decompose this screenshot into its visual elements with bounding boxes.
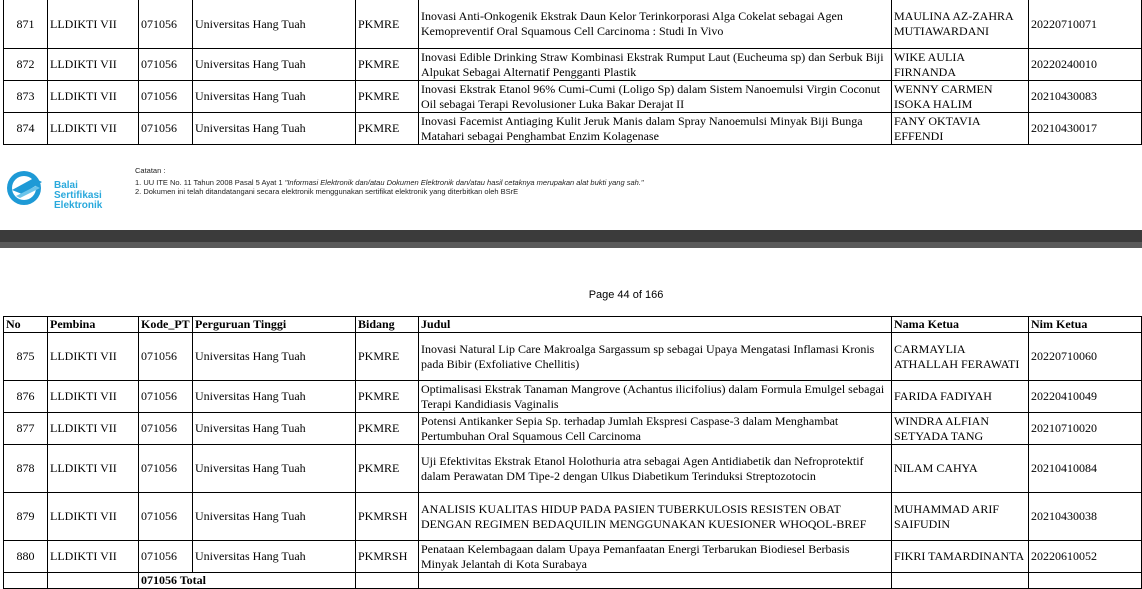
cell-judul: Potensi Antikanker Sepia Sp. terhadap Jumlah Ekspresi Caspase-3 dalam Menghambat Pertumbuhan Oral Squamous Cell Carcinoma [419, 413, 892, 445]
cell-kode-pt: 071056 [139, 333, 193, 381]
cell-no: 876 [4, 381, 48, 413]
footer-notes [135, 166, 644, 197]
cell-perguruan-tinggi: Universitas Hang Tuah [193, 0, 356, 49]
cell-judul: Inovasi Facemist Antiaging Kulit Jeruk Manis dalam Spray Nanoemulsi Minyak Biji Bunga Matahari sebagai Penghambat Enzim Kolagenase [419, 113, 892, 145]
cell-nama-ketua: NILAM CAHYA [892, 445, 1029, 493]
cell-no: 879 [4, 493, 48, 541]
cell-no: 872 [4, 49, 48, 81]
cell-nim-ketua: 20220610052 [1029, 541, 1142, 573]
cell-nama-ketua: WENNY CARMEN ISOKA HALIM [892, 81, 1029, 113]
cell-bidang: PKMRE [356, 413, 419, 445]
header-bidang: Bidang [356, 317, 419, 333]
cell-bidang: PKMRE [356, 49, 419, 81]
table-body-bottom [4, 333, 1142, 589]
cell-perguruan-tinggi: Universitas Hang Tuah [193, 445, 356, 493]
cell-kode-pt: 071056 [139, 49, 193, 81]
cell-no: 878 [4, 445, 48, 493]
cell-no: 874 [4, 113, 48, 145]
header-nim-ketua: Nim Ketua [1029, 317, 1142, 333]
bsre-logo-text: Balai Sertifikasi Elektronik [54, 180, 103, 211]
cell-bidang: PKMRE [356, 445, 419, 493]
table-row [4, 333, 1142, 381]
header-no: No [4, 317, 48, 333]
cell-pembina: LLDIKTI VII [48, 0, 139, 49]
cell-no: 880 [4, 541, 48, 573]
cell-nama-ketua: MAULINA AZ-ZAHRA MUTIAWARDANI [892, 0, 1029, 49]
cell-kode-pt: 071056 [139, 81, 193, 113]
table-row [4, 445, 1142, 493]
cell-perguruan-tinggi: Universitas Hang Tuah [193, 381, 356, 413]
bsre-logo [4, 168, 124, 211]
page-footer [0, 160, 1142, 216]
table-row [4, 81, 1142, 113]
header-perguruan-tinggi: Perguruan Tinggi [193, 317, 356, 333]
table-previous-page [3, 0, 1142, 145]
header-pembina: Pembina [48, 317, 139, 333]
cell-nim-ketua: 20210410084 [1029, 445, 1142, 493]
cell-perguruan-tinggi: Universitas Hang Tuah [193, 493, 356, 541]
table-row [4, 113, 1142, 145]
header-kode-pt: Kode_PT [139, 317, 193, 333]
table-row [4, 541, 1142, 573]
table-row [4, 381, 1142, 413]
cell-judul: Penataan Kelembagaan dalam Upaya Pemanfaatan Energi Terbarukan Biodiesel Berbasis Minyak Jelantah di Kota Surabaya [419, 541, 892, 573]
cell-judul: Inovasi Ekstrak Etanol 96% Cumi-Cumi (Loligo Sp) dalam Sistem Nanoemulsi Virgin Coconut Oil sebagai Terapi Revolusioner Luka Bakar Derajat II [419, 81, 892, 113]
cell-perguruan-tinggi: Universitas Hang Tuah [193, 81, 356, 113]
cell-nim-ketua: 20210430038 [1029, 493, 1142, 541]
cell-kode-pt: 071056 [139, 413, 193, 445]
cell-pembina: LLDIKTI VII [48, 413, 139, 445]
header-judul: Judul [419, 317, 892, 333]
page-number: Page 44 of 166 [588, 289, 664, 301]
cell-nim-ketua: 20210430083 [1029, 81, 1142, 113]
note-2: 2. Dokumen ini telah ditandatangani secara elektronik menggunakan sertifikat elektronik yang diterbitkan oleh BSrE [135, 187, 519, 196]
cell-nim-ketua: 20210710020 [1029, 413, 1142, 445]
cell-perguruan-tinggi: Universitas Hang Tuah [193, 113, 356, 145]
cell-pembina: LLDIKTI VII [48, 493, 139, 541]
cell-nim-ketua: 20220240010 [1029, 49, 1142, 81]
cell-kode-pt: 071056 [139, 541, 193, 573]
cell-perguruan-tinggi: Universitas Hang Tuah [193, 333, 356, 381]
cell-nim-ketua: 20220710060 [1029, 333, 1142, 381]
cell-nama-ketua: CARMAYLIA ATHALLAH FERAWATI [892, 333, 1029, 381]
cell-judul: Inovasi Anti-Onkogenik Ekstrak Daun Kelor Terinkorporasi Alga Cokelat sebagai Agen Kemopreventif Oral Squamous Cell Carcinoma : Studi In Vivo [419, 0, 892, 49]
notes-title: Catatan : [135, 166, 166, 175]
cell-nim-ketua: 20220710071 [1029, 0, 1142, 49]
cell-perguruan-tinggi: Universitas Hang Tuah [193, 413, 356, 445]
cell-pembina: LLDIKTI VII [48, 49, 139, 81]
cell-bidang: PKMRE [356, 333, 419, 381]
cell-no: 875 [4, 333, 48, 381]
cell-nama-ketua: FARIDA FADIYAH [892, 381, 1029, 413]
cell-nama-ketua: MUHAMMAD ARIF SAIFUDIN [892, 493, 1029, 541]
cell-nim-ketua: 20210430017 [1029, 113, 1142, 145]
cell-pembina: LLDIKTI VII [48, 333, 139, 381]
cell-kode-pt: 071056 [139, 493, 193, 541]
total-label: 071056 Total [139, 573, 356, 589]
table-row [4, 0, 1142, 49]
total-row [4, 573, 1142, 589]
cell-bidang: PKMRSH [356, 493, 419, 541]
table-row [4, 413, 1142, 445]
cell-judul: ANALISIS KUALITAS HIDUP PADA PASIEN TUBERKULOSIS RESISTEN OBAT DENGAN REGIMEN BEDAQUILIN MENGGUNAKAN KUESIONER WHOQOL-BREF [419, 493, 892, 541]
cell-pembina: LLDIKTI VII [48, 445, 139, 493]
cell-no: 877 [4, 413, 48, 445]
cell-no: 873 [4, 81, 48, 113]
cell-nama-ketua: FIKRI TAMARDINANTA [892, 541, 1029, 573]
cell-kode-pt: 071056 [139, 445, 193, 493]
cell-pembina: LLDIKTI VII [48, 81, 139, 113]
cell-no: 871 [4, 0, 48, 49]
cell-kode-pt: 071056 [139, 113, 193, 145]
note-1: 1. UU ITE No. 11 Tahun 2008 Pasal 5 Ayat 1 "Informasi Elektronik dan/atau Dokumen Elektronik dan/atau hasil cetaknya merupakan alat bukti yang sah." [135, 177, 644, 187]
cell-judul: Uji Efektivitas Ekstrak Etanol Holothuria atra sebagai Agen Antidiabetik dan Nefroprotektif dalam Perawatan DM Tipe-2 dengan Ulkus Diabetikum Terinduksi Streptozotocin [419, 445, 892, 493]
page-separator [0, 230, 1142, 248]
cell-judul: Inovasi Edible Drinking Straw Kombinasi Ekstrak Rumput Laut (Eucheuma sp) dan Serbuk Biji Alpukat Sebagai Alternatif Pengganti Plastik [419, 49, 892, 81]
cell-nama-ketua: WIKE AULIA FIRNANDA [892, 49, 1029, 81]
table-row [4, 493, 1142, 541]
cell-perguruan-tinggi: Universitas Hang Tuah [193, 541, 356, 573]
cell-nim-ketua: 20220410049 [1029, 381, 1142, 413]
table-current-page [3, 316, 1142, 589]
cell-nama-ketua: WINDRA ALFIAN SETYADA TANG [892, 413, 1029, 445]
cell-perguruan-tinggi: Universitas Hang Tuah [193, 49, 356, 81]
cell-pembina: LLDIKTI VII [48, 541, 139, 573]
cell-bidang: PKMRE [356, 113, 419, 145]
table-body-top [4, 0, 1142, 145]
cell-kode-pt: 071056 [139, 381, 193, 413]
cell-bidang: PKMRSH [356, 541, 419, 573]
header-nama-ketua: Nama Ketua [892, 317, 1029, 333]
cell-bidang: PKMRE [356, 381, 419, 413]
cell-bidang: PKMRE [356, 0, 419, 49]
table-header-row [4, 317, 1142, 333]
bsre-emblem-icon [4, 168, 50, 208]
cell-bidang: PKMRE [356, 81, 419, 113]
cell-kode-pt: 071056 [139, 0, 193, 49]
table-row [4, 49, 1142, 81]
cell-judul: Inovasi Natural Lip Care Makroalga Sargassum sp sebagai Upaya Mengatasi Inflamasi Kronis pada Bibir (Exfoliative Chellitis) [419, 333, 892, 381]
cell-nama-ketua: FANY OKTAVIA EFFENDI [892, 113, 1029, 145]
cell-pembina: LLDIKTI VII [48, 113, 139, 145]
cell-judul: Optimalisasi Ekstrak Tanaman Mangrove (Achantus ilicifolius) dalam Formula Emulgel sebagai Terapi Kandidiasis Vaginalis [419, 381, 892, 413]
cell-pembina: LLDIKTI VII [48, 381, 139, 413]
